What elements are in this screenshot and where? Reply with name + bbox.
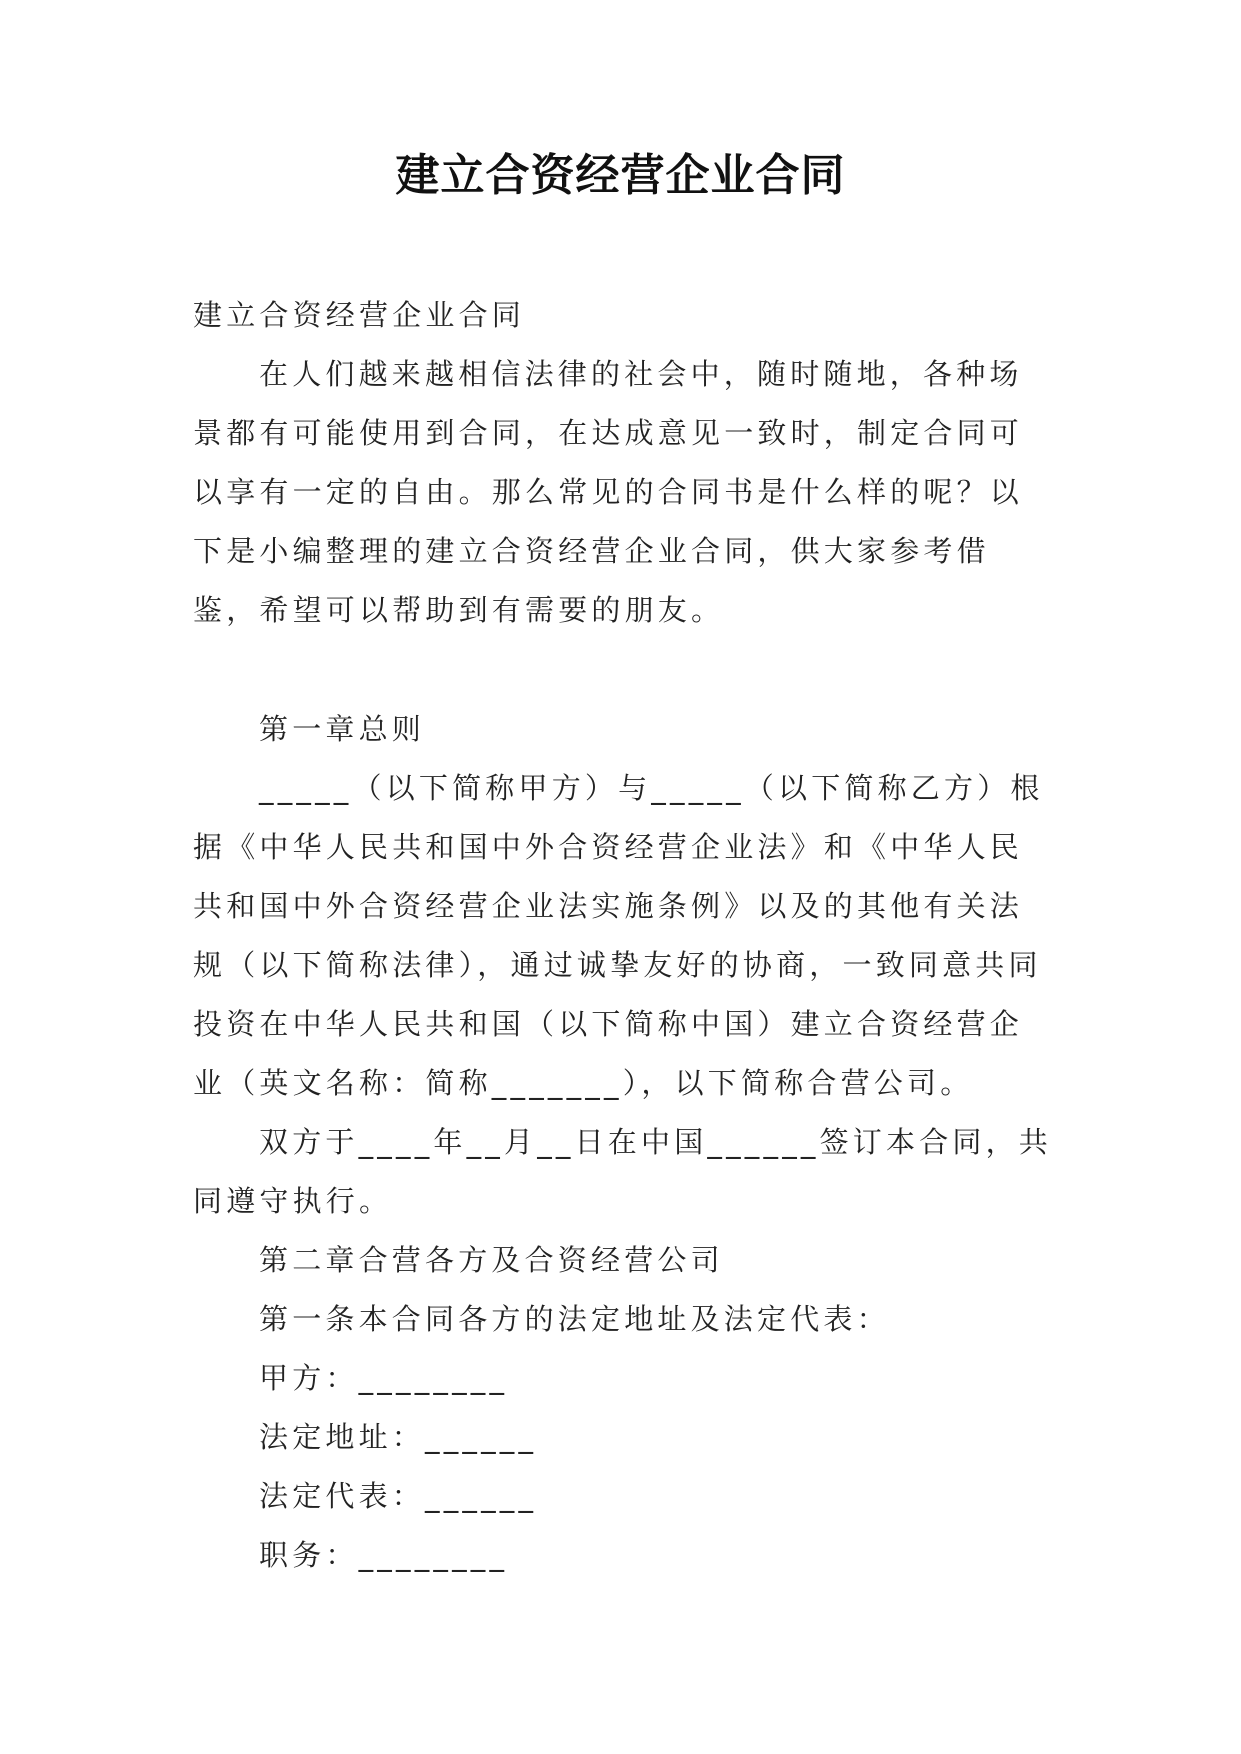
chapter1-heading: 第一章总则 xyxy=(259,712,426,746)
legal-address-field: 法定地址：______ xyxy=(259,1420,538,1454)
position-field: 职务：________ xyxy=(259,1538,509,1572)
legal-representative-field: 法定代表：______ xyxy=(259,1479,538,1513)
document-subtitle: 建立合资经营企业合同 xyxy=(193,298,526,332)
party-a-field: 甲方：________ xyxy=(259,1361,509,1395)
chapter2-heading: 第二章合营各方及合资经营公司 xyxy=(259,1243,724,1277)
chapter1-parties-paragraph: _____（以下简称甲方）与_____（以下简称乙方）根据《中华人民共和国中外合资经营企业法》和《中华人民共和国中外合资经营企业法实施条例》以及的其他有关法规（以下简称法律），通过诚挚友好的协商，一致同意共同投资在中华人民共和国（以下简称中国）建立合资经营企业（英文名称：简称_______），以下简称合营公司。 xyxy=(193,771,1044,1100)
chapter1-signing-paragraph: 双方于____年__月__日在中国______签订本合同，共同遵守执行。 xyxy=(193,1125,1053,1218)
article1-line: 第一条本合同各方的法定地址及法定代表： xyxy=(259,1302,890,1336)
document-title: 建立合资经营企业合同 xyxy=(395,150,846,201)
intro-paragraph: 在人们越来越相信法律的社会中，随时随地，各种场景都有可能使用到合同，在达成意见一致时，制定合同可以享有一定的自由。那么常见的合同书是什么样的呢？以下是小编整理的建立合资经营企业合同，供大家参考借鉴，希望可以帮助到有需要的朋友。 xyxy=(193,357,1024,627)
